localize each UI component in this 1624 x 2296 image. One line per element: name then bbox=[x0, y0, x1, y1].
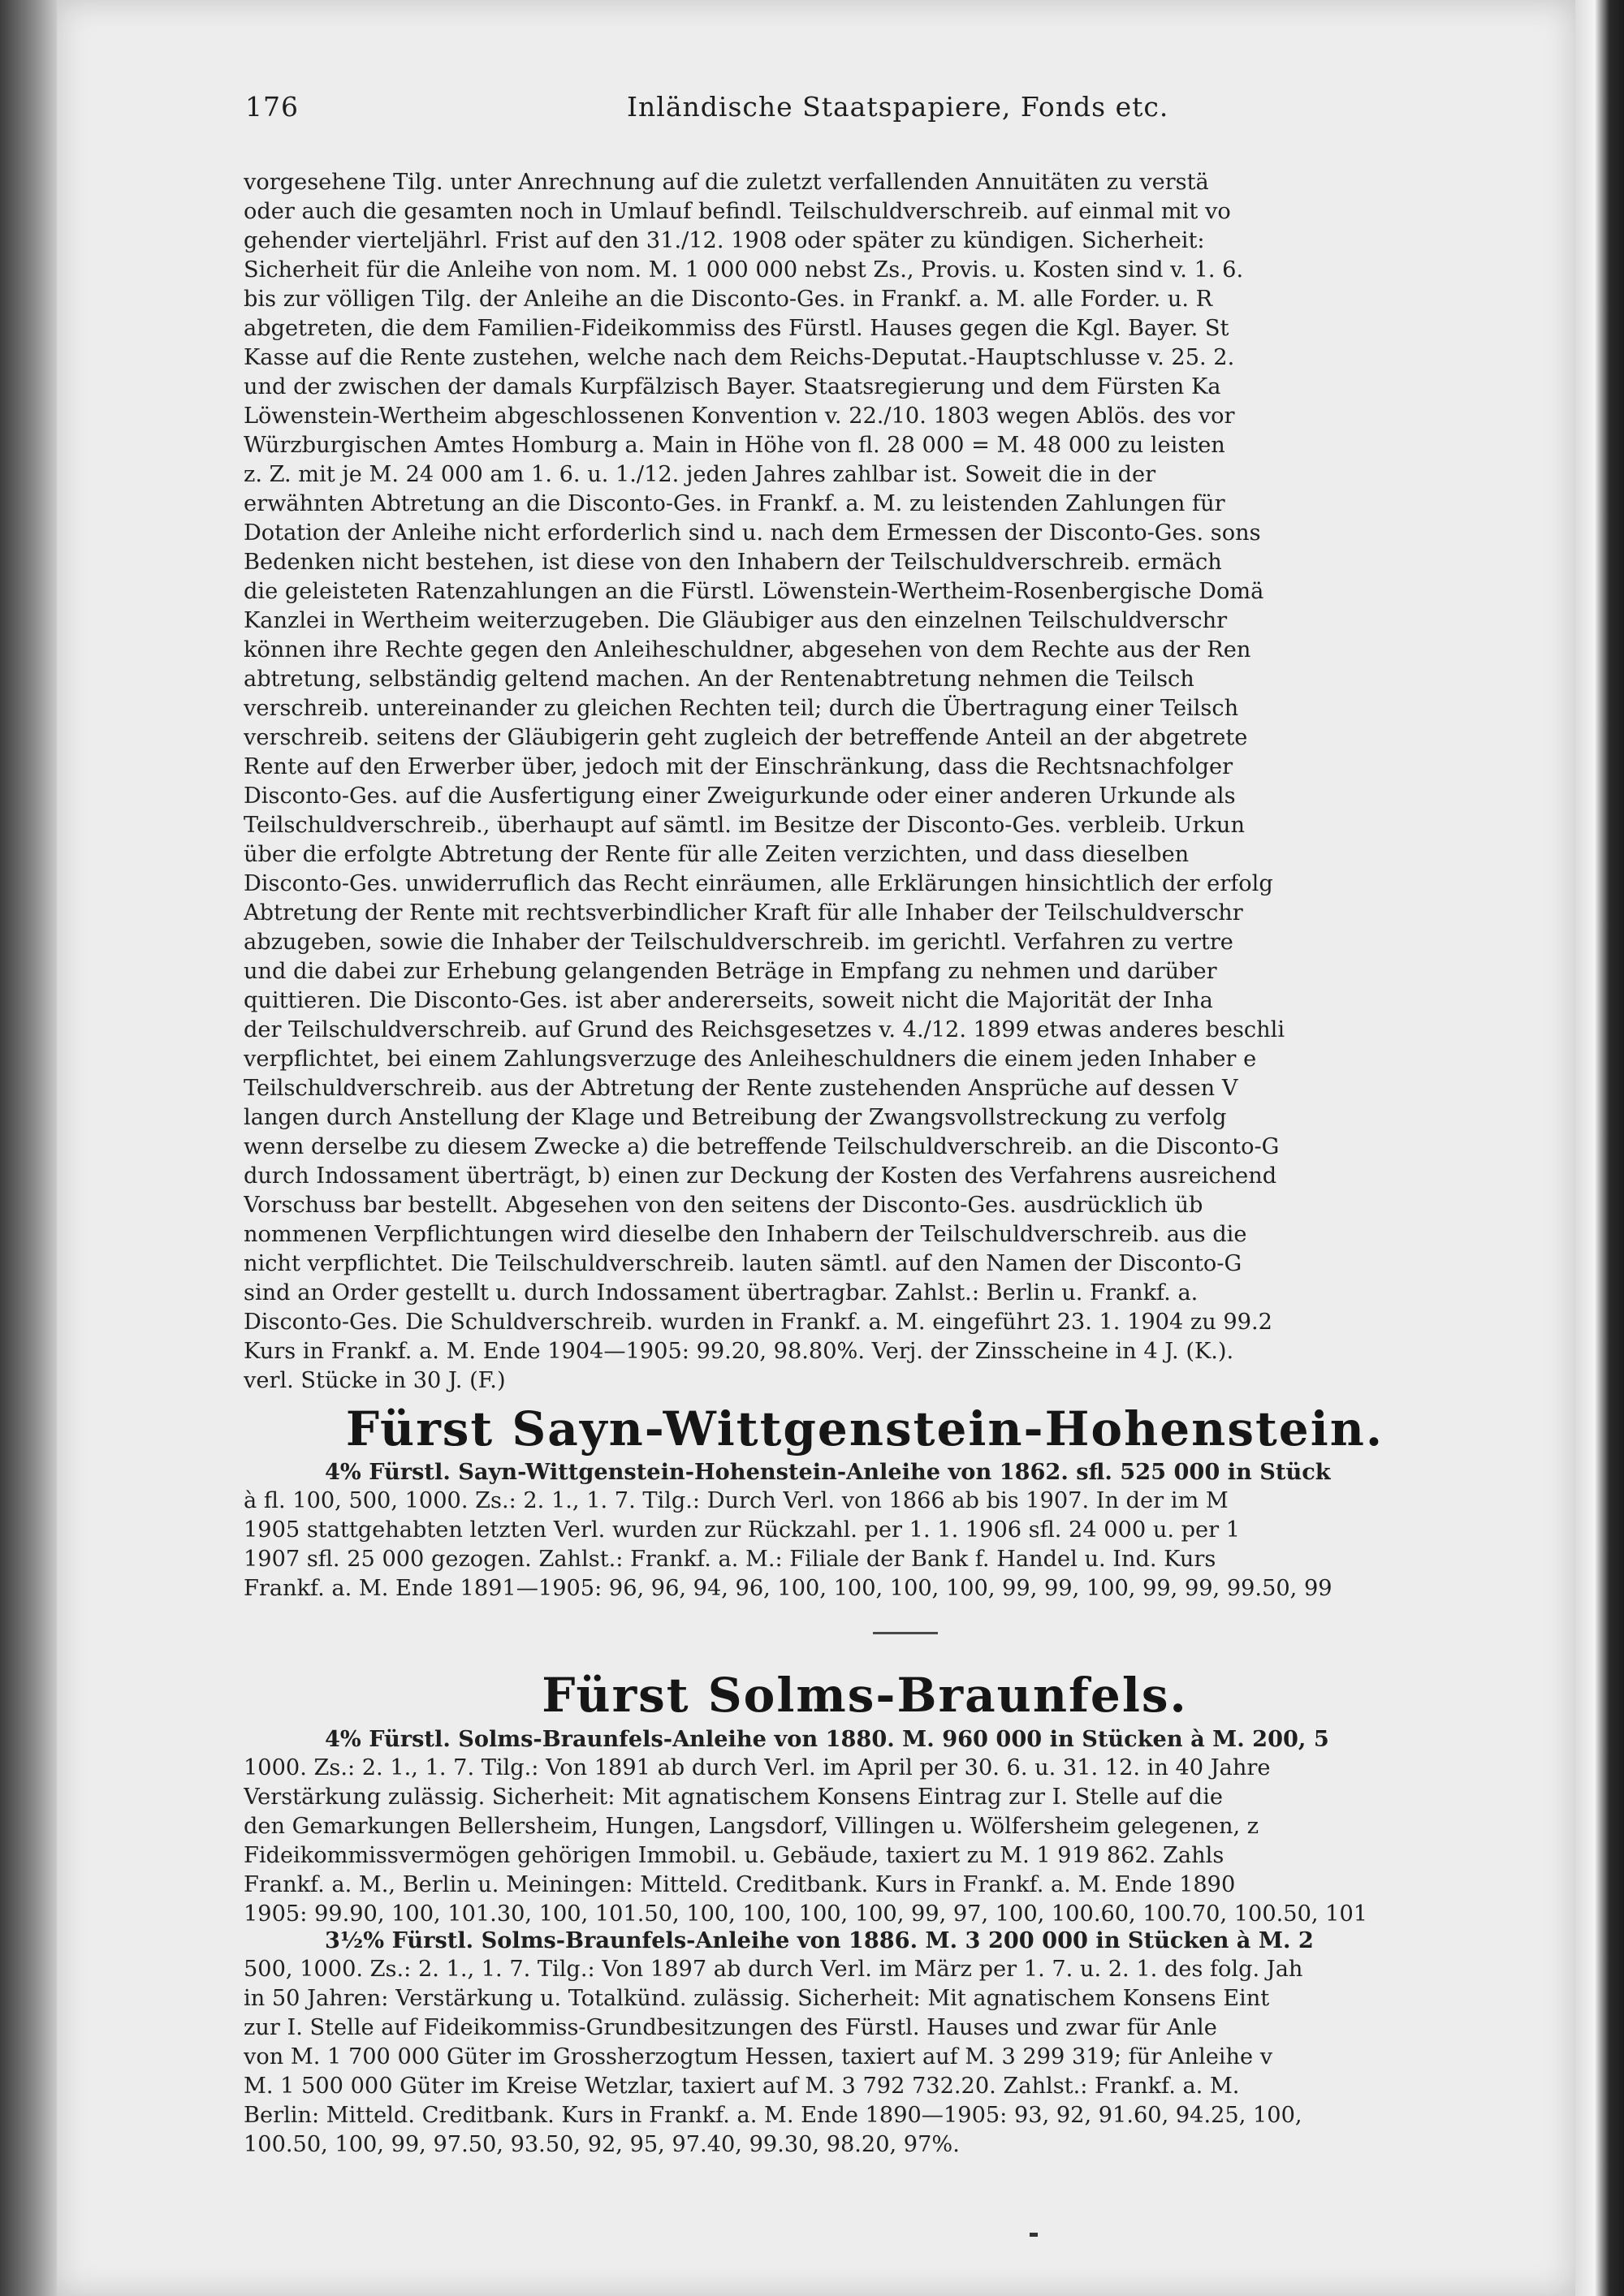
text-line: à fl. 100, 500, 1000. Zs.: 2. 1., 1. 7. Tilg.: Durch Verl. von 1866 ab bis 1907. In der im M bbox=[244, 1488, 1229, 1513]
text-line: Kurs in Frankf. a. M. Ende 1904—1905: 99.20, 98.80%. Verj. der Zinsscheine in 4 J. (K.). bbox=[244, 1339, 1234, 1364]
text-line: und die dabei zur Erhebung gelangenden Beträge in Empfang zu nehmen und darüber bbox=[244, 959, 1217, 984]
text-line: z. Z. mit je M. 24 000 am 1. 6. u. 1./12. jeden Jahres zahlbar ist. Soweit die in der bbox=[244, 462, 1156, 487]
text-line: Abtretung der Rente mit rechtsverbindlicher Kraft für alle Inhaber der Teilschuldverschr bbox=[244, 900, 1243, 926]
text-line: verschreib. seitens der Gläubigerin geht zugleich der betreffende Anteil an der abgetrete bbox=[244, 725, 1248, 750]
text-line: Dotation der Anleihe nicht erforderlich sind u. nach dem Ermessen der Disconto-Ges. sons bbox=[244, 520, 1261, 546]
text-line: M. 1 500 000 Güter im Kreise Wetzlar, taxiert auf M. 3 792 732.20. Zahlst.: Frankf. a. M. bbox=[244, 2074, 1240, 2099]
section-divider bbox=[873, 1632, 938, 1634]
text-line: abgetreten, die dem Familien-Fideikommiss des Fürstl. Hauses gegen die Kgl. Bayer. St bbox=[244, 316, 1229, 341]
text-line: abtretung, selbständig geltend machen. An der Rentenabtretung nehmen die Teilsch bbox=[244, 667, 1194, 692]
text-line: Löwenstein-Wertheim abgeschlossenen Konvention v. 22./10. 1803 wegen Ablös. des vor bbox=[244, 404, 1235, 429]
text-line: durch Indossament überträgt, b) einen zur Deckung der Kosten des Verfahrens ausreichend bbox=[244, 1163, 1277, 1189]
text-line: 500, 1000. Zs.: 2. 1., 1. 7. Tilg.: Von 1897 ab durch Verl. im März per 1. 7. u. 2. 1. des folg. Jah bbox=[244, 1957, 1303, 1982]
text-line: von M. 1 700 000 Güter im Grossherzogtum Hessen, taxiert auf M. 3 299 319; für Anleihe v bbox=[244, 2044, 1273, 2069]
text-line: Sicherheit für die Anleihe von nom. M. 1 000 000 nebst Zs., Provis. u. Kosten sind v. 1. 6. bbox=[244, 257, 1244, 283]
next-page-edge bbox=[1575, 0, 1624, 2296]
text-line: nommenen Verpflichtungen wird dieselbe den Inhabern der Teilschuldverschreib. aus die bbox=[244, 1222, 1247, 1247]
text-line: Bedenken nicht bestehen, ist diese von den Inhabern der Teilschuldverschreib. ermäch bbox=[244, 550, 1222, 575]
text-line: verl. Stücke in 30 J. (F.) bbox=[244, 1368, 506, 1393]
text-line: über die erfolgte Abtretung der Rente für alle Zeiten verzichten, und dass dieselben bbox=[244, 842, 1190, 867]
text-line: Rente auf den Erwerber über, jedoch mit der Einschränkung, dass die Rechtsnachfolger bbox=[244, 754, 1233, 779]
text-line: abzugeben, sowie die Inhaber der Teilschuldverschreib. im gerichtl. Verfahren zu vertre bbox=[244, 930, 1233, 955]
text-line: 4% Fürstl. Solms-Braunfels-Anleihe von 1880. M. 960 000 in Stücken à M. 200, 5 bbox=[325, 1726, 1329, 1752]
body-text bbox=[244, 168, 1486, 1396]
section-heading-solms-braunfels: Fürst Solms-Braunfels. bbox=[542, 1668, 1188, 1723]
text-line: Frankf. a. M., Berlin u. Meiningen: Mitteld. Creditbank. Kurs in Frankf. a. M. Ende 1890 bbox=[244, 1872, 1236, 1897]
text-line: quittieren. Die Disconto-Ges. ist aber andererseits, soweit nicht die Majorität der Inha bbox=[244, 988, 1213, 1013]
text-line: der Teilschuldverschreib. auf Grund des Reichsgesetzes v. 4./12. 1899 etwas anderes beschli bbox=[244, 1017, 1285, 1042]
text-line: verpflichtet, bei einem Zahlungsverzuge des Anleiheschuldners die einem jeden Inhaber e bbox=[244, 1047, 1257, 1072]
text-line: Disconto-Ges. unwiderruflich das Recht einräumen, alle Erklärungen hinsichtlich der erfolg bbox=[244, 871, 1273, 896]
text-line: erwähnten Abtretung an die Disconto-Ges. in Frankf. a. M. zu leistenden Zahlungen für bbox=[244, 491, 1225, 516]
text-line: 1905 stattgehabten letzten Verl. wurden zur Rückzahl. per 1. 1. 1906 sfl. 24 000 u. per 1 bbox=[244, 1517, 1241, 1543]
text-line: wenn derselbe zu diesem Zwecke a) die betreffende Teilschuldverschreib. an die Disconto-G bbox=[244, 1134, 1280, 1159]
text-line: oder auch die gesamten noch in Umlauf befindl. Teilschuldverschreib. auf einmal mit vo bbox=[244, 199, 1231, 224]
text-line: können ihre Rechte gegen den Anleiheschuldner, abgesehen von dem Rechte aus der Ren bbox=[244, 637, 1251, 662]
text-line: Disconto-Ges. auf die Ausfertigung einer Zweigurkunde oder einer anderen Urkunde als bbox=[244, 783, 1236, 809]
text-line: vorgesehene Tilg. unter Anrechnung auf die zuletzt verfallenden Annuitäten zu verstä bbox=[244, 170, 1209, 195]
text-line: 3½% Fürstl. Solms-Braunfels-Anleihe von 1886. M. 3 200 000 in Stücken à M. 2 bbox=[325, 1927, 1314, 1953]
text-line: Teilschuldverschreib. aus der Abtretung der Rente zustehenden Ansprüche auf dessen V bbox=[244, 1076, 1238, 1101]
running-title: Inländische Staatspapiere, Fonds etc. bbox=[627, 91, 1169, 123]
running-head bbox=[245, 91, 1488, 127]
text-line: Verstärkung zulässig. Sicherheit: Mit agnatischem Konsens Eintrag zur I. Stelle auf die bbox=[244, 1785, 1223, 1810]
text-line: bis zur völligen Tilg. der Anleihe an die Disconto-Ges. in Frankf. a. M. alle Forder. u. R bbox=[244, 287, 1213, 312]
section-sayn-wittgenstein bbox=[244, 1457, 1486, 1603]
text-line: 1907 sfl. 25 000 gezogen. Zahlst.: Frankf. a. M.: Filiale der Bank f. Handel u. Ind. Kurs bbox=[244, 1547, 1216, 1572]
text-line: 100.50, 100, 99, 97.50, 93.50, 92, 95, 97.40, 99.30, 98.20, 97%. bbox=[244, 2132, 960, 2157]
text-line: Teilschuldverschreib., überhaupt auf sämtl. im Besitze der Disconto-Ges. verbleib. Urkun bbox=[244, 813, 1245, 838]
text-line: sind an Order gestellt u. durch Indossament übertragbar. Zahlst.: Berlin u. Frankf. a. bbox=[244, 1280, 1199, 1306]
text-line: und der zwischen der damals Kurpfälzisch Bayer. Staatsregierung und dem Fürsten Ka bbox=[244, 374, 1221, 399]
text-line: Vorschuss bar bestellt. Abgesehen von den seitens der Disconto-Ges. ausdrücklich üb bbox=[244, 1193, 1203, 1218]
section-solms-braunfels-1886 bbox=[244, 1926, 1486, 2160]
text-line: zur I. Stelle auf Fideikommiss-Grundbesitzungen des Fürstl. Hauses und zwar für Anle bbox=[244, 2015, 1217, 2040]
text-line: Disconto-Ges. Die Schuldverschreib. wurden in Frankf. a. M. eingeführt 23. 1. 1904 zu 99.2 bbox=[244, 1310, 1272, 1335]
text-line: 1000. Zs.: 2. 1., 1. 7. Tilg.: Von 1891 ab durch Verl. im April per 30. 6. u. 31. 12. in 40 Jahre bbox=[244, 1755, 1271, 1780]
text-line: 4% Fürstl. Sayn-Wittgenstein-Hohenstein-Anleihe von 1862. sfl. 525 000 in Stück bbox=[325, 1459, 1331, 1485]
section-heading-sayn-wittgenstein: Fürst Sayn-Wittgenstein-Hohenstein. bbox=[345, 1401, 1384, 1457]
text-line: Würzburgischen Amtes Homburg a. Main in Höhe von fl. 28 000 = M. 48 000 zu leisten bbox=[244, 433, 1225, 458]
text-line: Kanzlei in Wertheim weiterzugeben. Die Gläubiger aus den einzelnen Teilschuldverschr bbox=[244, 608, 1228, 633]
page-number: 176 bbox=[245, 91, 299, 123]
text-line: nicht verpflichtet. Die Teilschuldverschreib. lauten sämtl. auf den Namen der Disconto-G bbox=[244, 1251, 1242, 1276]
text-line: Fideikommissvermögen gehörigen Immobil. u. Gebäude, taxiert zu M. 1 919 862. Zahls bbox=[244, 1843, 1224, 1868]
section-solms-braunfels-1880 bbox=[244, 1724, 1486, 1929]
print-mark bbox=[1030, 2233, 1038, 2237]
text-line: langen durch Anstellung der Klage und Betreibung der Zwangsvollstreckung zu verfolg bbox=[244, 1105, 1227, 1130]
text-line: Kasse auf die Rente zustehen, welche nach dem Reichs-Deputat.-Hauptschlusse v. 25. 2. bbox=[244, 345, 1235, 370]
text-line: in 50 Jahren: Verstärkung u. Totalkünd. zulässig. Sicherheit: Mit agnatischem Konsens Eint bbox=[244, 1986, 1270, 2011]
text-line: Frankf. a. M. Ende 1891—1905: 96, 96, 94, 96, 100, 100, 100, 100, 99, 99, 100, 99, 99, 99.50, 99 bbox=[244, 1576, 1332, 1601]
text-line: Berlin: Mitteld. Creditbank. Kurs in Frankf. a. M. Ende 1890—1905: 93, 92, 91.60, 94.25, 100, bbox=[244, 2103, 1302, 2128]
text-line: die geleisteten Ratenzahlungen an die Fürstl. Löwenstein-Wertheim-Rosenbergische Domä bbox=[244, 579, 1264, 604]
text-line: gehender vierteljährl. Frist auf den 31./12. 1908 oder später zu kündigen. Sicherheit: bbox=[244, 228, 1205, 253]
text-line: 1905: 99.90, 100, 101.30, 100, 101.50, 100, 100, 100, 100, 99, 97, 100, 100.60, 100.70, 100.50, 101 bbox=[244, 1901, 1368, 1927]
text-line: den Gemarkungen Bellersheim, Hungen, Langsdorf, Villingen u. Wölfersheim gelegenen, z bbox=[244, 1814, 1259, 1839]
text-line: verschreib. untereinander zu gleichen Rechten teil; durch die Übertragung einer Teilsch bbox=[244, 696, 1239, 721]
book-gutter-shadow bbox=[0, 0, 57, 2296]
